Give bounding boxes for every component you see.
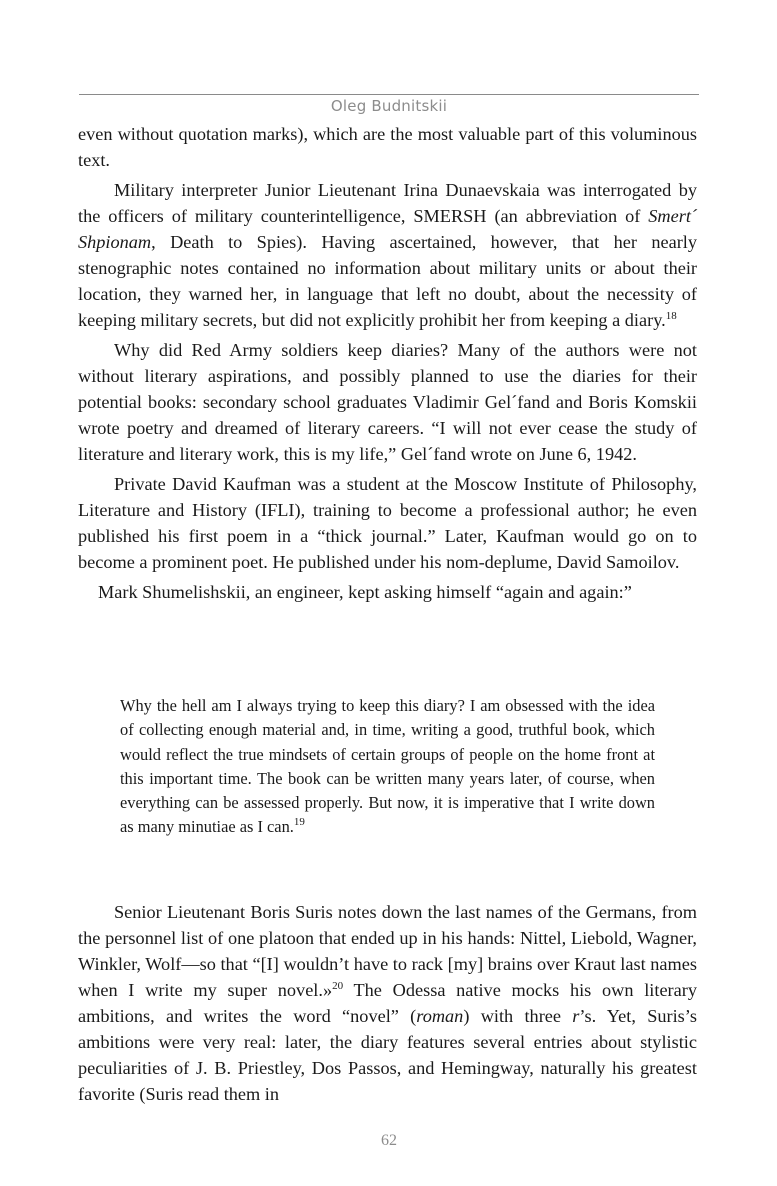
paragraph-suris	[78, 899, 697, 1107]
italic-term: roman	[416, 1006, 464, 1026]
paragraph-continuation: even without quotation marks), which are the most valuable part of this voluminous text.	[78, 124, 697, 170]
running-head: Oleg Budnitskii	[330, 97, 448, 115]
text-span: The Odessa native mocks his own literary ambitions, and writes the word “novel” (	[78, 980, 697, 1026]
footnote-ref-20[interactable]: 20	[332, 980, 344, 992]
text-span: , Death to Spies). Having ascertained, however, that her nearly stenographic notes contained no information about military units or about their location, they warned her, in language that left no doubt, about the necessity of keeping military secrets, but did not explicitly prohibit her from keeping a diary.	[78, 232, 697, 330]
text-span: ’s. Yet, Suris’s ambitions were very real: later, the diary features several entries about stylistic peculiarities of J. B. Priestley, Dos Passos, and Hemingway, naturally his greatest favorite (Suris read them in	[78, 1006, 697, 1104]
paragraph-why-diaries: Why did Red Army soldiers keep diaries? Many of the authors were not without literary aspirations, and possibly planned to use the diaries for their potential books: secondary school graduates Vladimir Gel´fand and Boris Komskii wrote poetry and dreamed of literary careers. “I will not ever cease the study of literature and literary work, this is my life,” Gel´fand wrote on June 6, 1942.	[78, 340, 697, 464]
quote-span: Why the hell am I always trying to keep this diary? I am obsessed with the idea of collecting enough material and, in time, writing a good, truthful book, which would reflect the true mindsets of certain groups of people on the home front at this important time. The book can be written many years later, of course, when everything can be assessed properly. But now, it is imperative that I write down as many minutiae as I can.	[120, 696, 655, 837]
page-number: 62	[381, 1132, 397, 1149]
text-span: ) with three	[463, 1006, 573, 1026]
lower-text	[78, 899, 697, 1107]
italic-term: Smert´ Shpionam	[78, 206, 697, 252]
paragraph-kaufman: Private David Kaufman was a student at the Moscow Institute of Philosophy, Literature and History (IFLI), training to become a professional author; he even published his first poem in a “thick journal.” Later, Kaufman would go on to become a prominent poet. He published under his nom-deplume, David Samoilov.	[78, 474, 697, 572]
body-text	[78, 121, 697, 605]
block-quote-text	[120, 694, 655, 840]
text-span: Senior Lieutenant Boris Suris notes down the last names of the Germans, from the personnel list of one platoon that ended up in his hands: Nittel, Liebold, Wagner, Winkler, Wolf—so that “[I] wouldn’t have to rack [my] brains over Kraut last names when I write my super novel.»	[78, 902, 697, 1000]
paragraph-shumelishskii: Mark Shumelishskii, an engineer, kept asking himself “again and again:”	[98, 582, 632, 602]
header-rule	[79, 94, 699, 95]
italic-term: r	[572, 1006, 580, 1026]
footnote-ref-19[interactable]: 19	[293, 816, 305, 829]
paragraph-dunaevskaia	[78, 177, 697, 333]
block-quote	[120, 694, 655, 840]
footnote-ref-18[interactable]: 18	[665, 310, 677, 322]
text-span: Military interpreter Junior Lieutenant Irina Dunaevskaia was interrogated by the officers of military counterintelligence, SMERSH (an abbreviation of	[78, 180, 697, 226]
